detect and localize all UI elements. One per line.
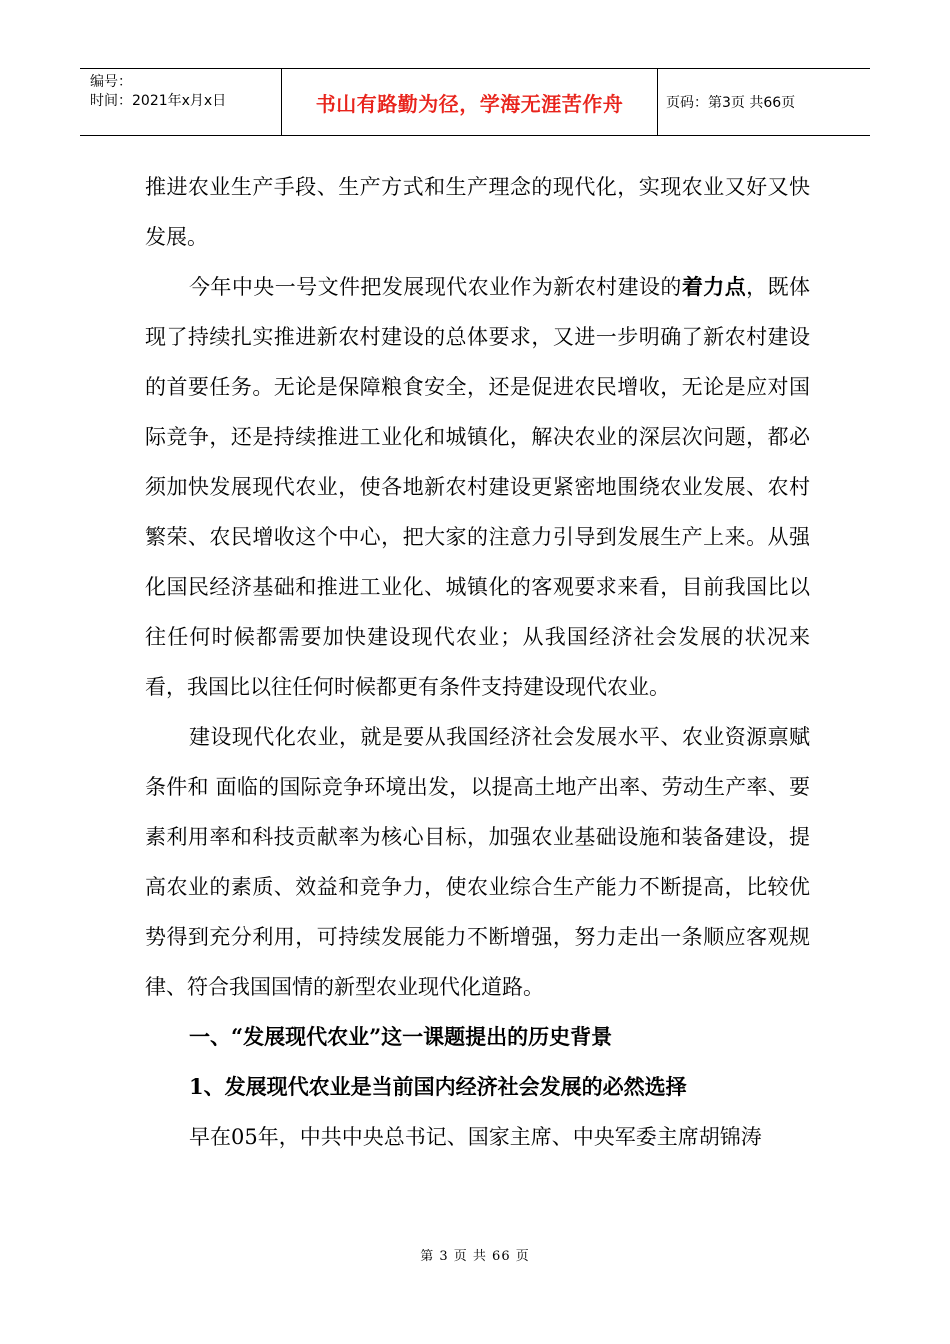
- section-heading: 一、“发展现代农业”这一课题提出的历史背景: [189, 1024, 613, 1049]
- header-number-label: 编号：: [90, 74, 132, 90]
- paragraph-history: 早在05年，中共中央总书记、国家主席、中央军委主席胡锦涛: [189, 1125, 762, 1149]
- document-body: [145, 162, 810, 1162]
- paragraph-text: 今年中央一号文件把发展现代农业作为新农村建设的: [189, 275, 682, 299]
- emphasis-text: 着力点: [681, 274, 747, 299]
- paragraph-modern-agriculture: 建设现代化农业，就是要从我国经济社会发展水平、农业资源禀赋条件和 面临的国际竞争环境出发，以提高土地产出率、劳动生产率、要素利用率和科技贡献率为核心目标，加强农业基础设施和装备建设，提高农业的素质、效益和竞争力，使农业综合生产能力不断提高，比较优势得到充分利用，可持续发展能力不断增强，努力走出一条顺应客观规律、符合我国国情的新型农业现代化道路。: [145, 725, 810, 999]
- page-footer: 第 3 页 共 66 页: [420, 1249, 530, 1264]
- header-motto: 书山有路勤为径，学海无涯苦作舟: [282, 69, 658, 135]
- paragraph-text: ，既体现了持续扎实推进新农村建设的总体要求，又进一步明确了新农村建设的首要任务。无论是保障粮食安全，还是促进农民增收，无论是应对国际竞争，还是持续推进工业化和城镇化，解决农业的深层次问题，都必须加快发展现代农业，使各地新农村建设更紧密地围绕农业发展、农村繁荣、农民增收这个中心，把大家的注意力引导到发展生产上来。从强化国民经济基础和推进工业化、城镇化的客观要求来看，目前我国比以往任何时候都需要加快建设现代农业；从我国经济社会发展的状况来看，我国比以往任何时候都更有条件支持建设现代农业。: [145, 275, 811, 699]
- subsection-heading: 1、发展现代农业是当前国内经济社会发展的必然选择: [189, 1074, 687, 1099]
- paragraph-central-document: [145, 262, 810, 712]
- header-time-label: 时间：2021年x月x日: [90, 93, 227, 109]
- paragraph-continuation: 推进农业生产手段、生产方式和生产理念的现代化，实现农业又好又快发展。: [145, 175, 810, 249]
- page-header: [80, 68, 870, 136]
- header-page-info: 页码：第3页 共66页: [666, 95, 796, 111]
- header-meta-cell: [80, 69, 282, 135]
